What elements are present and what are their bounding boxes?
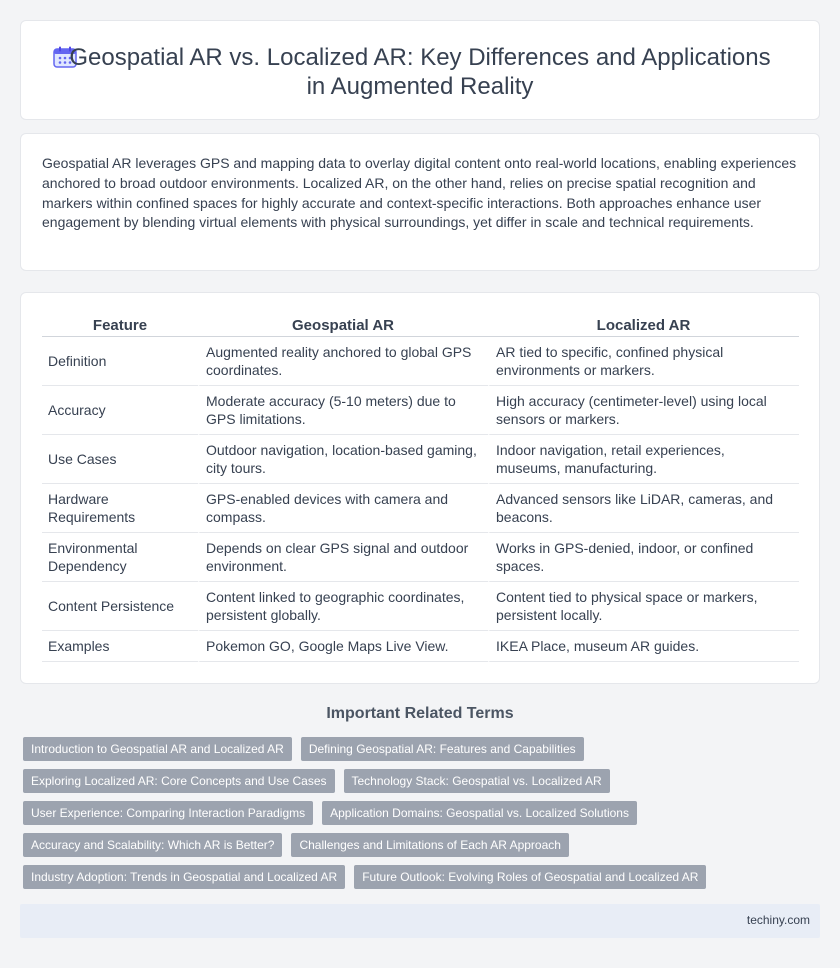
table-row — [42, 631, 799, 662]
feature-cell: Use Cases — [42, 435, 198, 484]
feature-cell: Definition — [42, 337, 198, 386]
localized-cell: Indoor navigation, retail experiences, museums, manufacturing. — [488, 435, 799, 484]
related-term-link[interactable]: Technology Stack: Geospatial vs. Localized AR — [344, 769, 610, 793]
feature-cell: Accuracy — [42, 386, 198, 435]
related-term-link[interactable]: Defining Geospatial AR: Features and Capabilities — [301, 737, 584, 761]
comparison-card — [20, 292, 820, 684]
related-term-link[interactable]: Industry Adoption: Trends in Geospatial and Localized AR — [23, 865, 345, 889]
footer — [20, 904, 820, 938]
intro-card — [20, 133, 820, 271]
feature-cell: Hardware Requirements — [42, 484, 198, 533]
table-row — [42, 582, 799, 631]
table-row — [42, 484, 799, 533]
related-term-link[interactable]: User Experience: Comparing Interaction Paradigms — [23, 801, 313, 825]
tag-row — [23, 737, 803, 769]
localized-cell: High accuracy (centimeter-level) using local sensors or markers. — [488, 386, 799, 435]
comparison-table — [42, 315, 799, 662]
geospatial-cell: Depends on clear GPS signal and outdoor environment. — [198, 533, 488, 582]
tag-row — [23, 833, 803, 865]
header-card — [20, 20, 820, 120]
related-term-link[interactable]: Future Outlook: Evolving Roles of Geospatial and Localized AR — [354, 865, 706, 889]
geospatial-cell: GPS-enabled devices with camera and compass. — [198, 484, 488, 533]
feature-cell: Content Persistence — [42, 582, 198, 631]
related-term-link[interactable]: Application Domains: Geospatial vs. Localized Solutions — [322, 801, 637, 825]
table-row — [42, 533, 799, 582]
related-term-link[interactable]: Introduction to Geospatial AR and Localized AR — [23, 737, 292, 761]
related-term-link[interactable]: Accuracy and Scalability: Which AR is Better? — [23, 833, 282, 857]
localized-cell: AR tied to specific, confined physical environments or markers. — [488, 337, 799, 386]
localized-cell: IKEA Place, museum AR guides. — [488, 631, 799, 662]
localized-cell: Advanced sensors like LiDAR, cameras, and beacons. — [488, 484, 799, 533]
geospatial-cell: Augmented reality anchored to global GPS coordinates. — [198, 337, 488, 386]
geospatial-cell: Pokemon GO, Google Maps Live View. — [198, 631, 488, 662]
table-row — [42, 337, 799, 386]
table-row — [42, 386, 799, 435]
tag-row — [23, 769, 803, 801]
tag-row — [23, 801, 803, 833]
related-term-link[interactable]: Challenges and Limitations of Each AR Approach — [291, 833, 569, 857]
geospatial-cell: Outdoor navigation, location-based gaming, city tours. — [198, 435, 488, 484]
page-title: Geospatial AR vs. Localized AR: Key Differences and Applications in Augmented Reality — [69, 44, 771, 100]
header-feature: Feature — [42, 315, 198, 337]
header-localized: Localized AR — [488, 315, 799, 337]
feature-cell: Examples — [42, 631, 198, 662]
geospatial-cell: Moderate accuracy (5-10 meters) due to GPS limitations. — [198, 386, 488, 435]
footer-site-link[interactable]: techiny.com — [746, 913, 810, 927]
table-header-row — [42, 315, 799, 337]
related-terms-list — [23, 737, 803, 897]
related-term-link[interactable]: Exploring Localized AR: Core Concepts and Use Cases — [23, 769, 335, 793]
localized-cell: Content tied to physical space or markers, persistent locally. — [488, 582, 799, 631]
intro-paragraph: Geospatial AR leverages GPS and mapping data to overlay digital content onto real-world locations, enabling experiences anchored to broad outdoor environments. Localized AR, on the other hand, relies on precise spatial recognition and markers within confined spaces for highly accurate and context-specific interactions. Both approaches enhance user engagement by blending virtual elements with physical surroundings, yet differ in scale and technical requirements. — [42, 155, 797, 231]
geospatial-cell: Content linked to geographic coordinates, persistent globally. — [198, 582, 488, 631]
feature-cell: Environmental Dependency — [42, 533, 198, 582]
tag-row — [23, 865, 803, 897]
localized-cell: Works in GPS-denied, indoor, or confined spaces. — [488, 533, 799, 582]
table-row — [42, 435, 799, 484]
header-geospatial: Geospatial AR — [198, 315, 488, 337]
related-terms-title: Important Related Terms — [326, 705, 514, 722]
